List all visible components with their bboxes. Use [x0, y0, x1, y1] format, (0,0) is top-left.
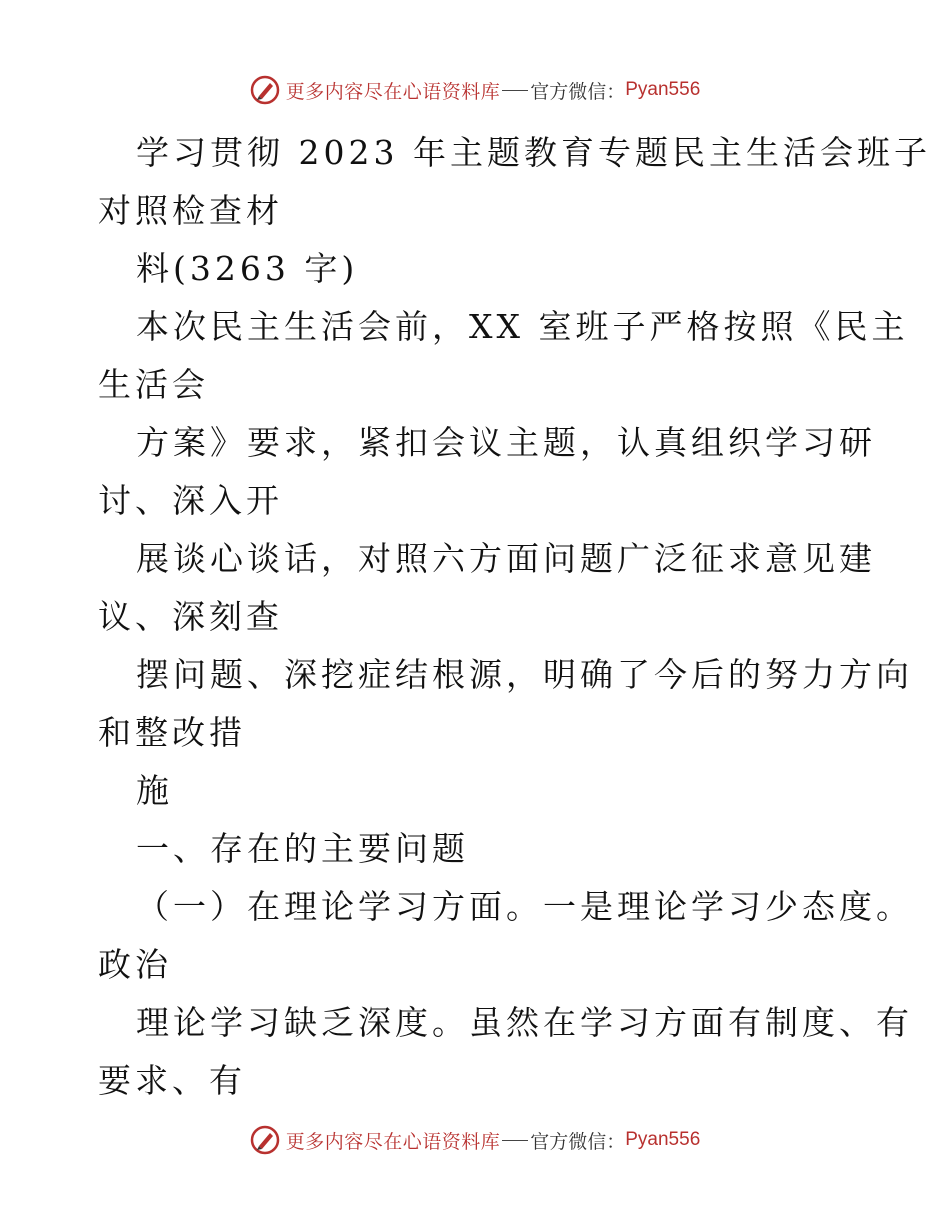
banner-dash — [502, 90, 528, 91]
doc-line: 生活会 — [98, 365, 209, 404]
footer-banner — [0, 1122, 950, 1158]
doc-line: 对照检查材 — [98, 191, 283, 230]
doc-line: （一）在理论学习方面。一是理论学习少态度。 — [136, 887, 913, 926]
doc-line: 方案》要求，紧扣会议主题，认真组织学习研 — [136, 423, 876, 462]
banner-dash — [502, 1140, 528, 1141]
pen-logo-icon — [250, 1125, 280, 1155]
doc-line: 施 — [136, 771, 173, 810]
banner-wechat-id: Pyan556 — [625, 1129, 701, 1150]
banner-suffix: 官方微信： — [530, 1130, 626, 1153]
doc-line: 展谈心谈话，对照六方面问题广泛征求意见建 — [136, 539, 876, 578]
doc-line: 理论学习缺乏深度。虽然在学习方面有制度、有 — [136, 1003, 913, 1042]
doc-line: 一、存在的主要问题 — [136, 829, 469, 868]
banner-suffix: 官方微信： — [530, 80, 626, 103]
doc-line: 政治 — [98, 945, 172, 984]
doc-line: 本次民主生活会前，XX 室班子严格按照《民主 — [136, 307, 909, 346]
doc-line: 和整改措 — [98, 713, 246, 752]
doc-line: 讨、深入开 — [98, 481, 283, 520]
banner-text: 更多内容尽在心语资料库 — [285, 1130, 501, 1153]
header-banner — [0, 72, 950, 108]
document-body — [98, 124, 931, 1110]
banner-wechat-id: Pyan556 — [625, 79, 701, 100]
pen-logo-icon — [250, 75, 280, 105]
doc-line: 要求、有 — [98, 1061, 246, 1100]
doc-line: 学习贯彻 2023 年主题教育专题民主生活会班子 — [136, 133, 931, 172]
banner-text: 更多内容尽在心语资料库 — [285, 80, 501, 103]
doc-line: 料(3263 字) — [136, 249, 359, 288]
doc-line: 议、深刻查 — [98, 597, 283, 636]
doc-line: 摆问题、深挖症结根源，明确了今后的努力方向 — [136, 655, 913, 694]
